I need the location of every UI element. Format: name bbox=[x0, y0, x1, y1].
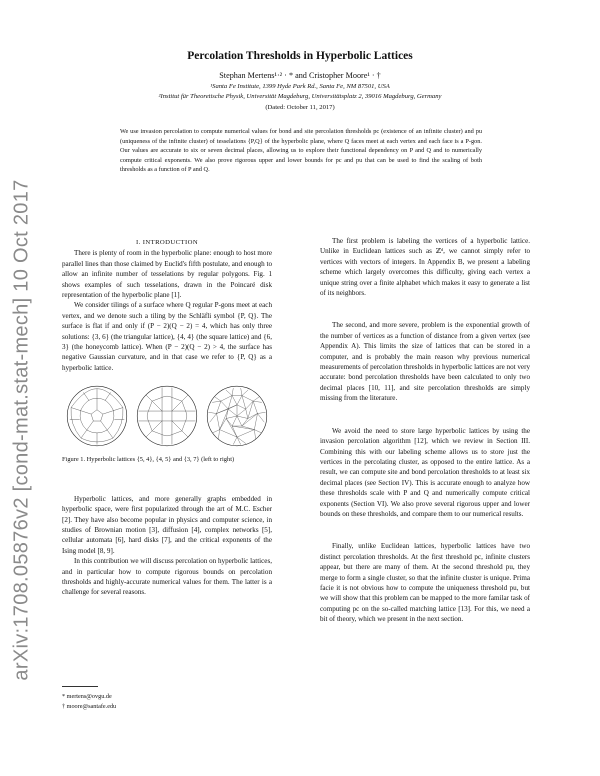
left-column bbox=[62, 238, 272, 598]
affiliation-2: ²Institut für Theoretische Physik, Universität Magdeburg, Universitätsplatz 2, 39016 Magdeburg, Germany bbox=[158, 93, 442, 100]
right-paragraph-4: Finally, unlike Euclidean lattices, hyperbolic lattices have two distinct percolation thresholds. At the first threshold pc, infinite clusters appear, but there are many of them. At the second threshold pu, they merge to form a single cluster, so that the infinite cluster is unique. Prima facie it is not obvious how to compute the uniqueness threshold pu, but we will show that this problem can be mapped to the more familar task of computing pc on the so-called matching lattice [13]. For this, we need a bit of theory, which we present in the next section. bbox=[320, 542, 530, 624]
figure-1 bbox=[62, 385, 272, 447]
hyperbolic-lattice-3-7 bbox=[206, 385, 268, 447]
footnote-divider bbox=[62, 686, 98, 687]
section-heading: I. INTRODUCTION bbox=[135, 239, 199, 246]
authors: Stephan Mertens¹·² · * and Cristopher Moore¹ · † bbox=[219, 71, 381, 80]
intro-paragraph-1: There is plenty of room in the hyperbolic plane: enough to host more parallel lines than those claimed by Euclid's fifth postulate, and enough to allow an infinite number of tesselations by regular polygons. Fig. 1 shows examples of such tesselations, drawn in the Poincaré disk representation of the hyperbolic plane [1]. bbox=[62, 249, 272, 300]
affiliation-1: ¹Santa Fe Institute, 1399 Hyde Park Rd., Santa Fe, NM 87501, USA bbox=[210, 83, 390, 90]
hyperbolic-lattice-4-5 bbox=[136, 385, 198, 447]
intro-paragraph-3: Hyperbolic lattices, and more generally graphs embedded in hyperbolic space, were first popularized through the art of M.C. Escher [2]. They have also become popular in physics and computer science, in studies of Brownian motion [3], diffusion [4], complex networks [5], cellular automata [6], hard disks [7], and the critical exponents of the Ising model [8, 9]. bbox=[62, 494, 272, 555]
footnotes bbox=[62, 692, 116, 712]
right-paragraph-1: The first problem is labeling the vertices of a hyperbolic lattice. Unlike in Euclidean lattices such as ℤᵈ, we cannot simply refer to vertices with vectors of integers. In Appendix B, we present a labeling scheme which largely overcomes this difficulty, giving each vertex a unique string over a finite alphabet which makes it easy to generate a list of its neighbors. bbox=[320, 237, 530, 298]
footnote-email-1: * mertens@ovgu.de bbox=[62, 693, 112, 700]
figure-caption: Figure 1. Hyperbolic lattices {5, 4}, {4, 5} and {3, 7} (left to right) bbox=[62, 456, 235, 464]
footnote-email-2: † moore@santafe.edu bbox=[62, 703, 117, 710]
hyperbolic-lattice-5-4 bbox=[66, 385, 128, 447]
intro-paragraph-4: In this contribution we will discuss percolation on hyperbolic lattices, and in particular how to compute rigorous bounds on percolation thresholds and highly-accurate numerical values for them. The latter is a challenge for several reasons. bbox=[62, 557, 272, 597]
paper-header bbox=[60, 50, 540, 113]
intro-paragraph-2: We consider tilings of a surface where Q regular P-gons meet at each vertex, and we denote such a tiling by the Schläfli symbol {P, Q}. The surface is flat if and only if (P − 2)(Q − 2) = 4, which has only three solutions: {3, 6} (the triangular lattice), {4, 4} (the square lattice) and {6, 3} (the honeycomb lattice). When (P − 2)(Q − 2) > 4, the surface has negative Gaussian curvature, and in that case we refer to {P, Q} as a hyperbolic lattice. bbox=[62, 301, 272, 372]
arxiv-stamp bbox=[2, 150, 42, 710]
date-line: (Dated: October 11, 2017) bbox=[265, 104, 335, 111]
right-paragraph-2: The second, and more severe, problem is the exponential growth of the number of vertices as a function of distance from a given vertex (see Appendix A). This limits the size of lattices that can be stored in a computer, and is probably the main reason why previous numerical measurements of percolation thresholds in hyperbolic lattices are not very accurate: bond percolation thresholds have been calculated to only two decimal places [10, 11], and site percolation thresholds are simply missing from the literature. bbox=[320, 321, 530, 403]
right-paragraph-3: We avoid the need to store large hyperbolic lattices by using the invasion percolation algorithm [12], which we review in Section III. Combining this with our labeling scheme allows us to store just the vertices in the percolating cluster, as opposed to the entire lattice. As a result, we can compute site and bond percolation thresholds to at least six decimal places (see Section IV). This is accurate enough to analyze how these thresholds scale with P and Q and numerically compute critical exponents (Section VI). We also prove several rigorous upper and lower bounds on these thresholds, and compare them to our numerical results. bbox=[320, 426, 530, 518]
right-column bbox=[320, 236, 530, 625]
arxiv-id: arXiv:1708.05876v2 [cond-mat.stat-mech] 10 Oct 2017 bbox=[10, 179, 33, 681]
paper-title: Percolation Thresholds in Hyperbolic Lattices bbox=[187, 50, 413, 62]
abstract: We use invasion percolation to compute numerical values for bond and site percolation thresholds pc (existence of an infinite cluster) and pu (uniqueness of the infinite cluster) of tesselations {P,Q} of the hyperbolic plane, where Q faces meet at each vertex and each face is a P-gon. Our values are accurate to six or seven decimal places, allowing us to explore their functional dependency on P and Q and to numerically compute critical exponents. We also prove rigorous upper and lower bounds for pc and pu that can be used to find the scaling of both thresholds as a function of P and Q. bbox=[120, 128, 482, 174]
